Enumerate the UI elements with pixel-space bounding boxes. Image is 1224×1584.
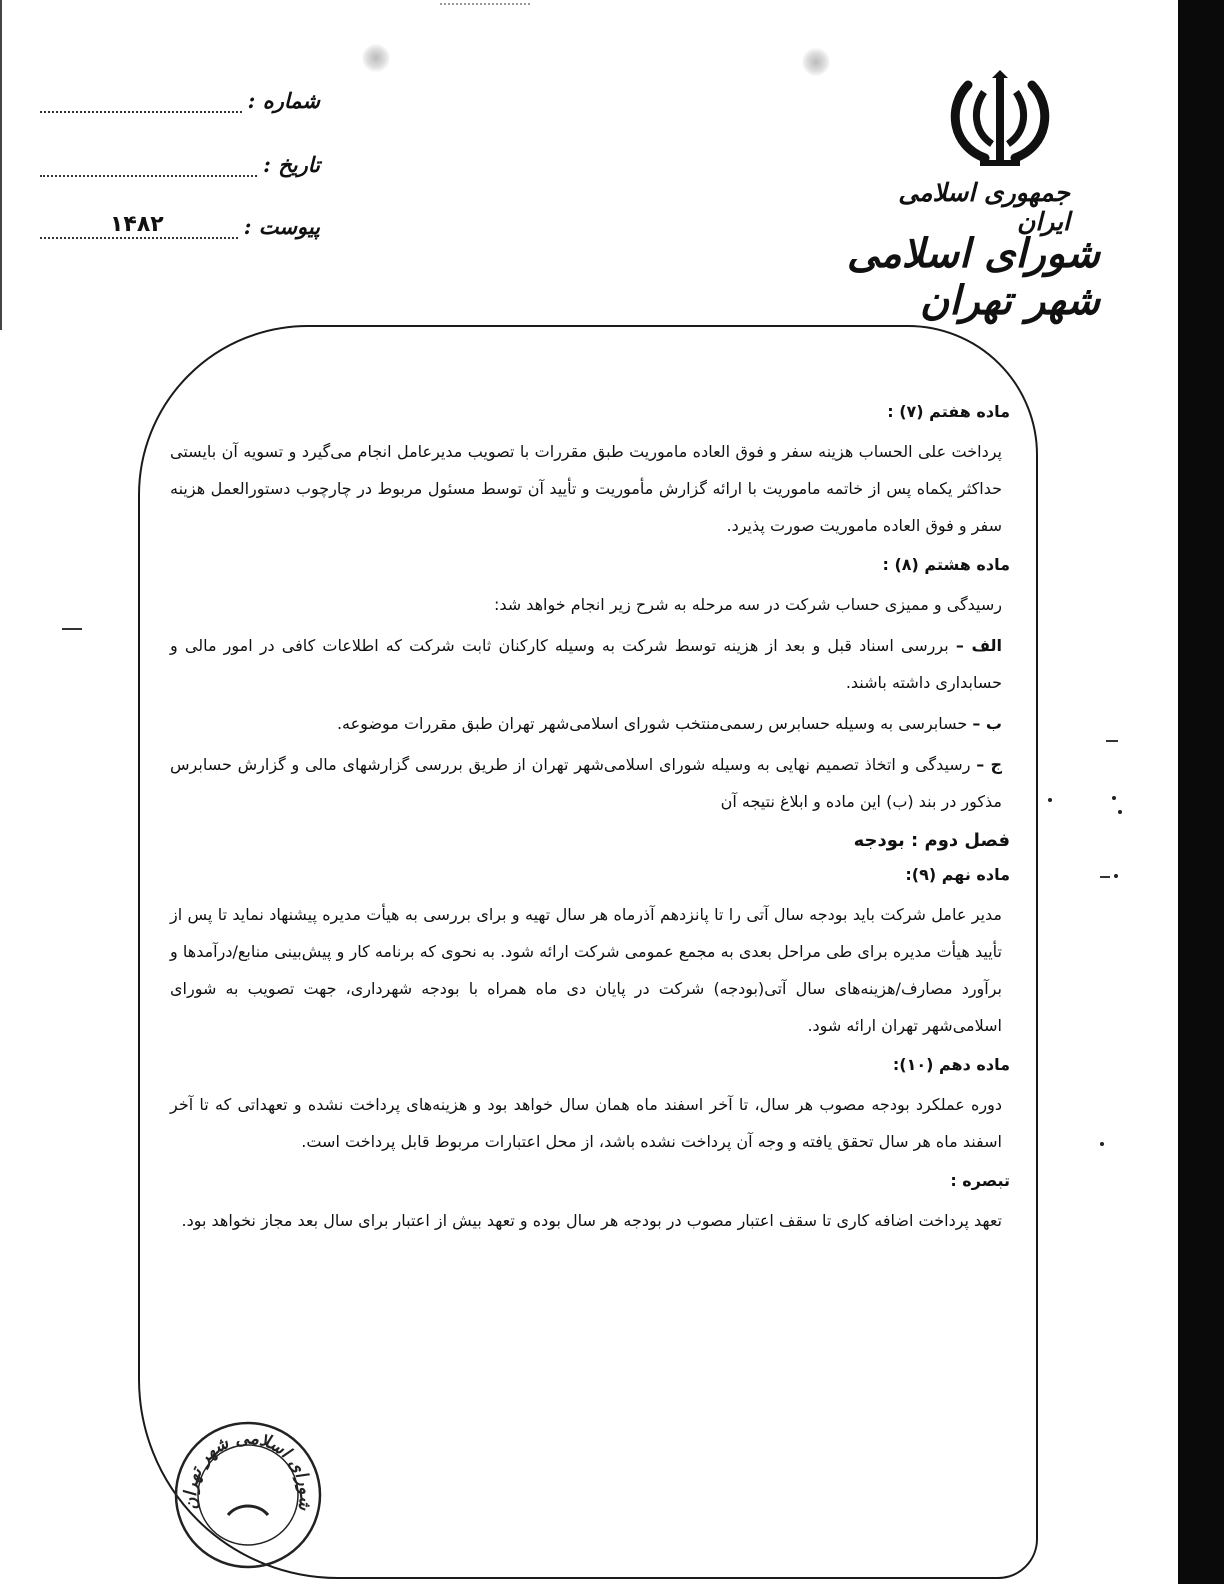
attachment-label: پیوست : <box>243 214 320 239</box>
item-b-text: حسابرسی به وسیله حسابرس رسمی‌منتخب شورای اسلامی‌شهر تهران طبق مقررات موضوعه. <box>336 714 973 733</box>
item-a-text: بررسی اسناد قبل و بعد از هزینه توسط شرکت به وسیله کارکنان ثابت شرکت که اطلاعات کافی در امور مالی و حسابداری داشته باشند. <box>170 636 1002 692</box>
attachment-value: ۱۴۸۲ <box>110 212 164 237</box>
margin-dash <box>1106 740 1118 742</box>
attachment-field <box>40 214 320 239</box>
scan-left-edge <box>0 0 2 330</box>
note-title: تبصره : <box>950 1171 1010 1190</box>
council-title: شورای اسلامی شهر تهران <box>846 230 1100 324</box>
margin-speck <box>1048 798 1052 802</box>
attachment-line <box>40 212 238 239</box>
article-7-title: ماده هفتم (۷) : <box>887 402 1010 421</box>
document-body <box>170 395 1010 1243</box>
margin-speck <box>1114 874 1118 878</box>
date-field <box>40 152 320 177</box>
council-stamp <box>168 1415 328 1575</box>
article-8-intro: رسیدگی و ممیزی حساب شرکت در سه مرحله به شرح زیر انجام خواهد شد: <box>493 595 1002 614</box>
article-7-text: پرداخت علی الحساب هزینه سفر و فوق العاده ماموریت طبق مقررات با تصویب مدیرعامل انجام می‌گیرد و تسویه آن بایستی حداکثر یکماه پس از خاتمه ماموریت با ارائه گزارش مأموریت و تأیید آن توسط مسئول مربوط در چارچوب دستورالعمل هزینه سفر و فوق العاده ماموریت صورت پذیرد. <box>170 442 1002 535</box>
margin-dash <box>62 628 82 630</box>
article-8-item-c <box>170 746 1002 820</box>
iran-emblem-icon <box>940 70 1060 170</box>
article-8-item-b <box>170 705 1002 742</box>
item-c-lead: ج – <box>976 755 1002 774</box>
scan-top-mark <box>440 0 530 5</box>
article-10-text: دوره عملکرد بودجه مصوب هر سال، تا آخر اسفند ماه همان سال خواهد بود و هزینه‌های پرداخت نشده و تعهداتی که تا آخر اسفند ماه هر سال تحقق یافته و وجه آن پرداخت نشده باشد، از محل اعتبارات مربوط قابل پرداخت است. <box>170 1095 1002 1151</box>
stamp-text: شورای اسلامی شهر تهران <box>180 1428 316 1512</box>
number-label: شماره : <box>247 88 320 113</box>
item-c-text: رسیدگی و اتخاذ تصمیم نهایی به وسیله شورای اسلامی‌شهر تهران از طریق بررسی گزارشهای مالی و گزارش حسابرس مذکور در بند (ب) این ماده و ابلاغ نتیجه آن <box>170 755 1002 811</box>
item-b-lead: ب – <box>972 714 1002 733</box>
punch-hole-mark <box>362 44 390 72</box>
margin-dash <box>1100 876 1110 878</box>
article-8-item-a <box>170 627 1002 701</box>
margin-speck <box>1100 1142 1104 1146</box>
margin-speck <box>1112 796 1116 800</box>
date-label: تاریخ : <box>263 152 320 177</box>
margin-speck <box>1118 810 1122 814</box>
republic-title: جمهوری اسلامی ایران <box>898 178 1070 236</box>
scan-edge-bar <box>1178 0 1224 1584</box>
article-8-title: ماده هشتم (۸) : <box>882 555 1010 574</box>
date-line <box>40 157 257 177</box>
number-field <box>40 88 320 113</box>
article-9-title: ماده نهم (۹): <box>905 865 1010 884</box>
article-9-text: مدیر عامل شرکت باید بودجه سال آتی را تا پانزدهم آذرماه هر سال تهیه و برای بررسی به هیأت مدیره پیشنهاد نماید تا پس از تأیید هیأت مدیره برای طی مراحل بعدی به مجمع عمومی شرکت ارائه شود. به نحوی که برنامه کار و پیش‌بینی منابع/درآمدها و برآورد مصارف/هزینه‌های سال آتی(بودجه) شرکت در پایان دی ماه همراه با بودجه شهرداری، جهت تصویب به شورای اسلامی‌شهر تهران ارائه شود. <box>170 905 1002 1035</box>
chapter-2-title: فصل دوم : بودجه <box>853 830 1010 851</box>
article-10-title: ماده دهم (۱۰): <box>892 1055 1010 1074</box>
number-line <box>40 93 242 113</box>
note-text: تعهد پرداخت اضافه کاری تا سقف اعتبار مصوب در بودجه هر سال بوده و تعهد بیش از اعتبار برای سال بعد مجاز نخواهد بود. <box>181 1211 1002 1230</box>
punch-hole-mark <box>802 48 830 76</box>
item-a-lead: الف – <box>955 636 1002 655</box>
